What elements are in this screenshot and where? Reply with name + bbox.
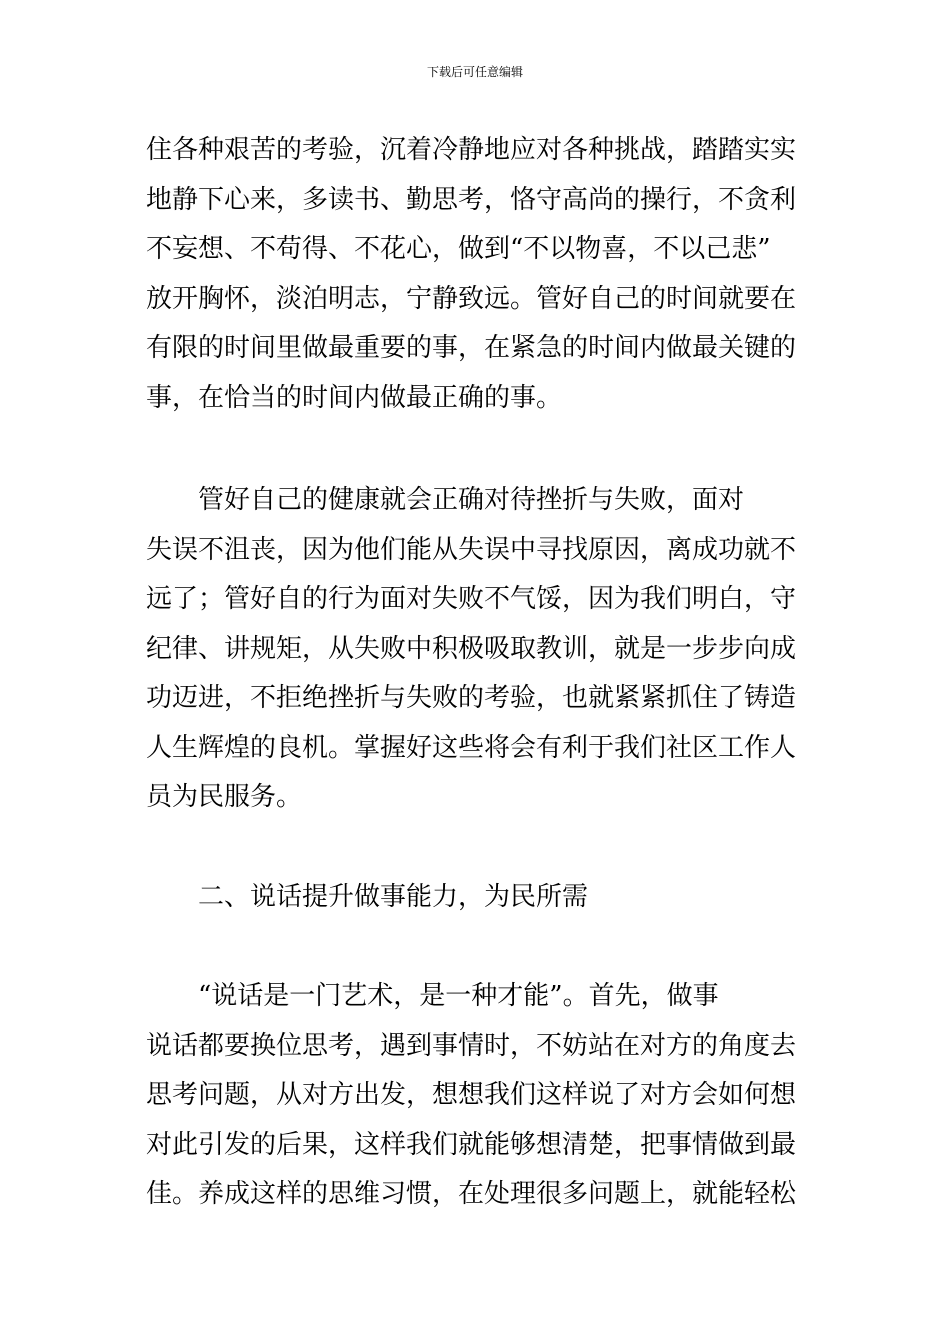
paragraph-line: 有限的时间里做最重要的事，在紧急的时间内做最关键的 [146, 333, 797, 363]
paragraph-line: 员为民服务。 [146, 782, 303, 812]
paragraph-2 [146, 476, 806, 823]
paragraph-3 [146, 972, 806, 1220]
paragraph-line: 失误不沮丧，因为他们能从失误中寻找原因，离成功就不 [146, 534, 797, 565]
paragraph-line: “说话是一门艺术，是一种才能”。首先，做事 [146, 981, 719, 1011]
paragraph-line: 对此引发的后果，这样我们就能够想清楚，把事情做到最 [146, 1129, 797, 1160]
section-heading-text: 二、说话提升做事能力，为民所需 [146, 882, 589, 912]
paragraph-line: 说话都要换位思考，遇到事情时，不妨站在对方的角度去 [146, 1030, 797, 1061]
paragraph-line: 思考问题，从对方出发，想想我们这样说了对方会如何想 [146, 1080, 797, 1110]
paragraph-line: 放开胸怀，淡泊明志，宁静致远。管好自己的时间就要在 [146, 283, 797, 314]
paragraph-line: 事，在恰当的时间内做最正确的事。 [146, 382, 563, 413]
section-heading [146, 873, 806, 923]
paragraph-line: 管好自己的健康就会正确对待挫折与失败，面对 [146, 485, 745, 515]
paragraph-line: 不妄想、不苟得、不花心，做到“不以物喜，不以己悲” [146, 234, 771, 264]
paragraph-line: 功迈进，不拒绝挫折与失败的考验，也就紧紧抓住了铸造 [146, 683, 797, 713]
paragraph-line: 远了；管好自的行为面对失败不气馁，因为我们明白，守 [146, 584, 797, 614]
paragraph-line: 住各种艰苦的考验，沉着冷静地应对各种挑战，踏踏实实 [146, 135, 797, 165]
paragraph-line: 地静下心来，多读书、勤思考，恪守高尚的操行，不贪利 [146, 184, 797, 215]
paragraph-line: 佳。养成这样的思维习惯，在处理很多问题上，就能轻松 [146, 1179, 797, 1209]
paragraph-line: 人生辉煌的良机。掌握好这些将会有利于我们社区工作人 [146, 732, 797, 763]
paragraph-1 [146, 126, 806, 423]
page-header-note: 下载后可任意编辑 [426, 65, 523, 79]
paragraph-line: 纪律、讲规矩，从失败中积极吸取教训，就是一步步向成 [146, 633, 797, 664]
